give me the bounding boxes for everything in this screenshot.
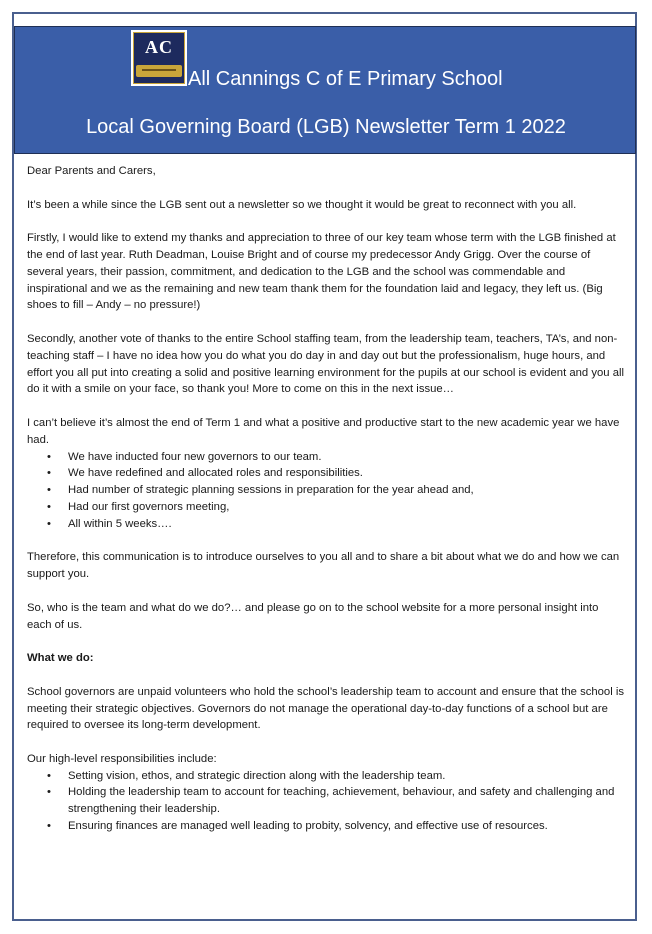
team-intro-paragraph: So, who is the team and what do we do?… and please go on to the school website for a more personal insight into each of us. [27,601,599,631]
newsletter-body [27,163,625,835]
responsibilities-intro: Our high-level responsibilities include: [27,752,217,765]
governors-role-paragraph: School governors are unpaid volunteers who hold the school’s leadership team to account and ensure that the school is meeting their strategic objectives. Governors do not manage the operational day-to-day functions of a school but are required to oversee its long-term development. [27,685,625,732]
thanks-staff-paragraph: Secondly, another vote of thanks to the entire School staffing team, from the leadership team, teachers, TA’s, and non-teaching staff – I have no idea how you do what you do day in and day out but the professionalism, huge hours, and effort you all put into creating a solid and positive learning environment for the pupils at our school is evident and you all do it with a smile on your face, so thank you! More to come on this in the next issue… [27,332,625,396]
list-item: • We have redefined and allocated roles and responsibilities. [68,465,625,482]
list-item: • Holding the leadership team to account for teaching, achievement, behaviour, and safety and challenging and strengthening their leadership. [68,784,625,818]
purpose-paragraph: Therefore, this communication is to introduce ourselves to you all and to share a bit about what we do and how we can support you. [27,551,620,581]
school-name: All Cannings C of E Primary School [188,68,503,90]
logo-ribbon-icon [136,65,182,77]
newsletter-title: Local Governing Board (LGB) Newsletter Term 1 2022 [86,116,566,138]
logo-letters: AC [145,37,173,57]
list-item: • All within 5 weeks…. [68,516,625,533]
list-item: • Had our first governors meeting, [68,499,625,516]
thanks-former-governors-paragraph: Firstly, I would like to extend my thanks and appreciation to three of our key team whose term with the LGB finished at the end of last year. Ruth Deadman, Louise Bright and of course my predecessor Andy Grigg. Over the course of several years, their passion, commitment, and dedication to the LGB and the school was commendable and inspirational and we as the remaining and new team thank them for the foundation laid and legacy, they left us. (Big shoes to fill – Andy – no pressure!) [27,232,616,312]
list-item: • Ensuring finances are managed well leading to probity, solvency, and effective use of resources. [68,818,625,835]
greeting: Dear Parents and Carers, [27,165,156,177]
list-item: • Setting vision, ethos, and strategic direction along with the leadership team. [68,768,625,785]
list-item: • Had number of strategic planning sessions in preparation for the year ahead and, [68,482,625,499]
what-we-do-heading: What we do: [27,652,94,665]
achievements-list [27,449,625,533]
list-item: • We have inducted four new governors to our team. [68,449,625,466]
school-crest-icon [133,32,185,84]
term-progress-paragraph: I can’t believe it’s almost the end of Term 1 and what a positive and productive start to the new academic year we have had. [27,416,620,446]
intro-paragraph: It’s been a while since the LGB sent out a newsletter so we thought it would be great to reconnect with you all. [27,198,577,211]
responsibilities-list [27,768,625,835]
school-logo [131,30,187,86]
